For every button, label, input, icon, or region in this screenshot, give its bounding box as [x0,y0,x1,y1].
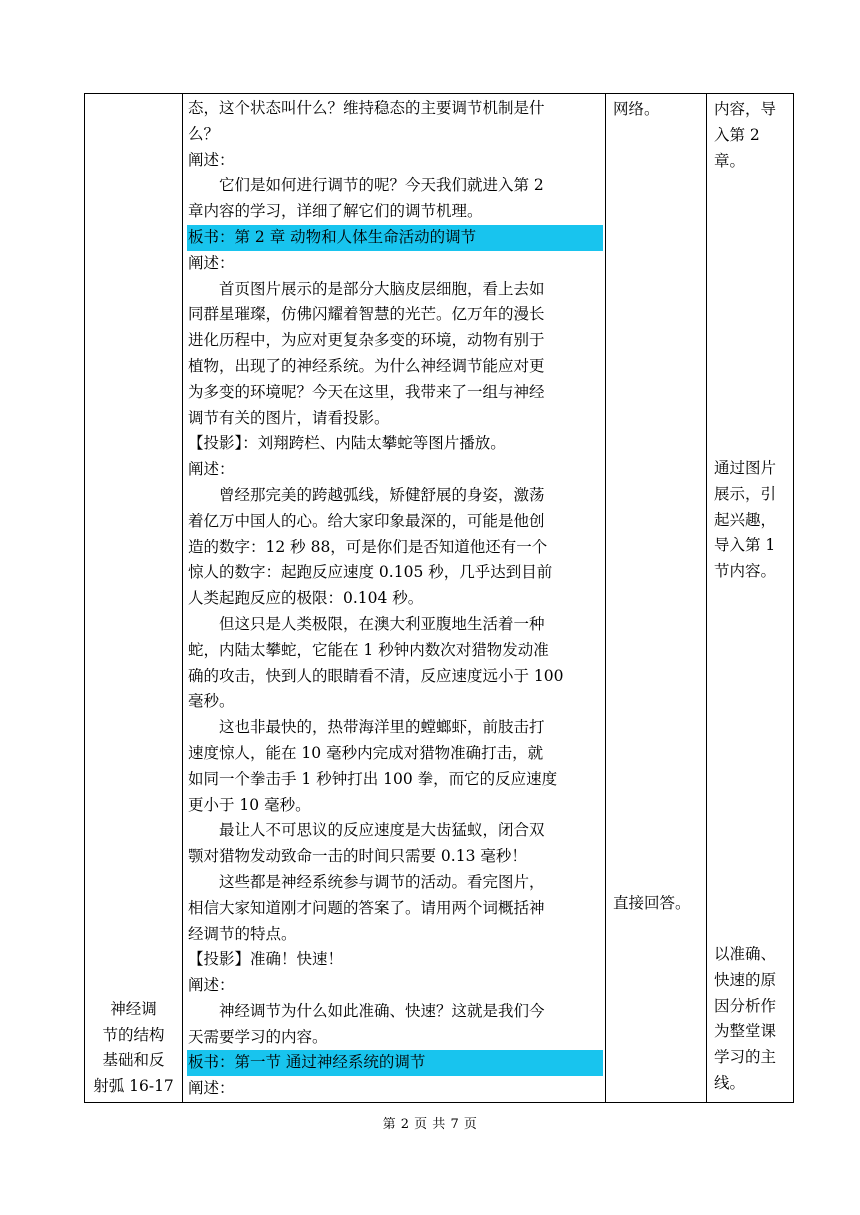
design-intent-bottom [707,942,776,1097]
topic-line: 基础和反 [102,1051,165,1070]
topic-line: 射弧 16-17 [93,1077,174,1096]
student-line: 直接回答。 [613,894,691,912]
teaching-content-cell [183,94,606,1103]
content-line: 曾经那完美的跨越弧线，矫健舒展的身姿，激荡 [219,485,545,504]
content-line: 阐述： [188,253,235,272]
content-line: 但这只是人类极限，在澳大利亚腹地生活着一种 [219,614,545,633]
content-line: 阐述： [188,460,235,479]
content-line: 蛇，内陆太攀蛇，它能在 1 秒钟内数次对猎物发动准 [188,640,549,659]
content-line: 造的数字：12 秒 88，可是你们是否知道他还有一个 [188,537,548,556]
design-intent-middle [707,456,776,585]
student-activity-top [606,97,660,123]
content-line: 首页图片展示的是部分大脑皮层细胞，看上去如 [219,279,545,298]
content-line: 惊人的数字：起跑反应速度 0.105 秒，几乎达到目前 [188,563,553,582]
content-line: 人类起跑反应的极限：0.104 秒。 [188,589,424,608]
topic-line: 节的结构 [102,1025,165,1044]
intent-line: 节内容。 [714,562,777,581]
content-line: 最让人不可思议的反应速度是大齿猛蚁，闭合双 [219,821,545,840]
student-activity-answer [606,891,691,917]
content-line: 确的攻击，快到人的眼睛看不清，反应速度远小于 100 [188,666,564,685]
intent-line: 因分析作 [714,996,777,1015]
intent-line: 内容，导 [714,100,777,118]
content-line: 毫秒。 [188,692,235,711]
content-line: 相信大家知道刚才问题的答案了。请用两个词概括神 [188,898,545,917]
intent-line: 展示，引 [714,484,777,503]
content-line: 阐述： [188,976,235,995]
content-line: 植物，出现了的神经系统。为什么神经调节能应对更 [188,356,545,375]
content-line: 颚对猎物发动致命一击的时间只需要 0.13 毫秒！ [188,847,527,866]
blackboard-heading: 板书：第 2 章 动物和人体生命活动的调节 [187,225,603,251]
intent-line: 学习的主 [714,1048,777,1067]
intent-line: 快速的原 [714,970,777,989]
content-line: 神经调节为什么如此准确、快速？这就是我们今 [219,1001,545,1020]
design-intent-top [707,97,776,174]
content-line: 着亿万中国人的心。给大家印象最深的，可能是他创 [188,511,545,530]
intent-line: 为整堂课 [714,1022,777,1041]
content-line: 【投影】准确！快速！ [188,950,344,969]
lesson-plan-table [84,93,794,1103]
intent-line: 通过图片 [714,459,777,477]
content-line: 调节有关的图片，请看投影。 [188,408,390,427]
intent-line: 章。 [714,151,746,170]
content-line: 阐述： [188,1079,235,1098]
topic-text [85,997,182,1100]
intent-line: 起兴趣， [714,510,777,529]
content-line: 阐述： [188,150,235,169]
content-line: 同群星璀璨，仿佛闪耀着智慧的光芒。亿万年的漫长 [188,305,545,324]
topic-line: 神经调 [110,999,157,1018]
table-row [85,94,794,1103]
topic-cell [85,94,183,1103]
content-line: 态，这个状态叫什么？维持稳态的主要调节机制是什 [188,99,545,117]
student-line: 网络。 [613,100,660,118]
intent-line: 导入第 1 [714,536,776,555]
intent-line: 入第 2 [714,125,760,144]
content-line: 为多变的环境呢？今天在这里，我带来了一组与神经 [188,382,545,401]
content-line: 经调节的特点。 [188,924,297,943]
student-activity-cell [606,94,707,1103]
content-line: 更小于 10 毫秒。 [188,795,311,814]
content-line: 章内容的学习，详细了解它们的调节机理。 [188,202,483,221]
intent-line: 以准确、 [714,945,777,963]
blackboard-heading: 板书：第一节 通过神经系统的调节 [187,1050,603,1076]
content-line: 进化历程中，为应对更复杂多变的环境，动物有别于 [188,331,545,350]
design-intent-cell [707,94,794,1103]
page-footer: 第 2 页 共 7 页 [382,1117,478,1132]
content-line: 【投影】：刘翔跨栏、内陆太攀蛇等图片播放。 [188,434,506,453]
content-line: 如同一个拳击手 1 秒钟打出 100 拳，而它的反应速度 [188,769,558,788]
content-line: 这也非最快的，热带海洋里的螳螂虾，前肢击打 [219,718,545,737]
content-line: 天需要学习的内容。 [188,1027,328,1046]
content-line: 这些都是神经系统参与调节的活动。看完图片， [219,872,545,891]
teaching-content-text [183,94,605,1102]
content-line: 速度惊人，能在 10 毫秒内完成对猎物准确打击，就 [188,743,544,762]
intent-line: 线。 [714,1073,746,1092]
content-line: 它们是如何进行调节的呢？今天我们就进入第 2 [219,176,544,195]
content-line: 么？ [188,124,220,143]
